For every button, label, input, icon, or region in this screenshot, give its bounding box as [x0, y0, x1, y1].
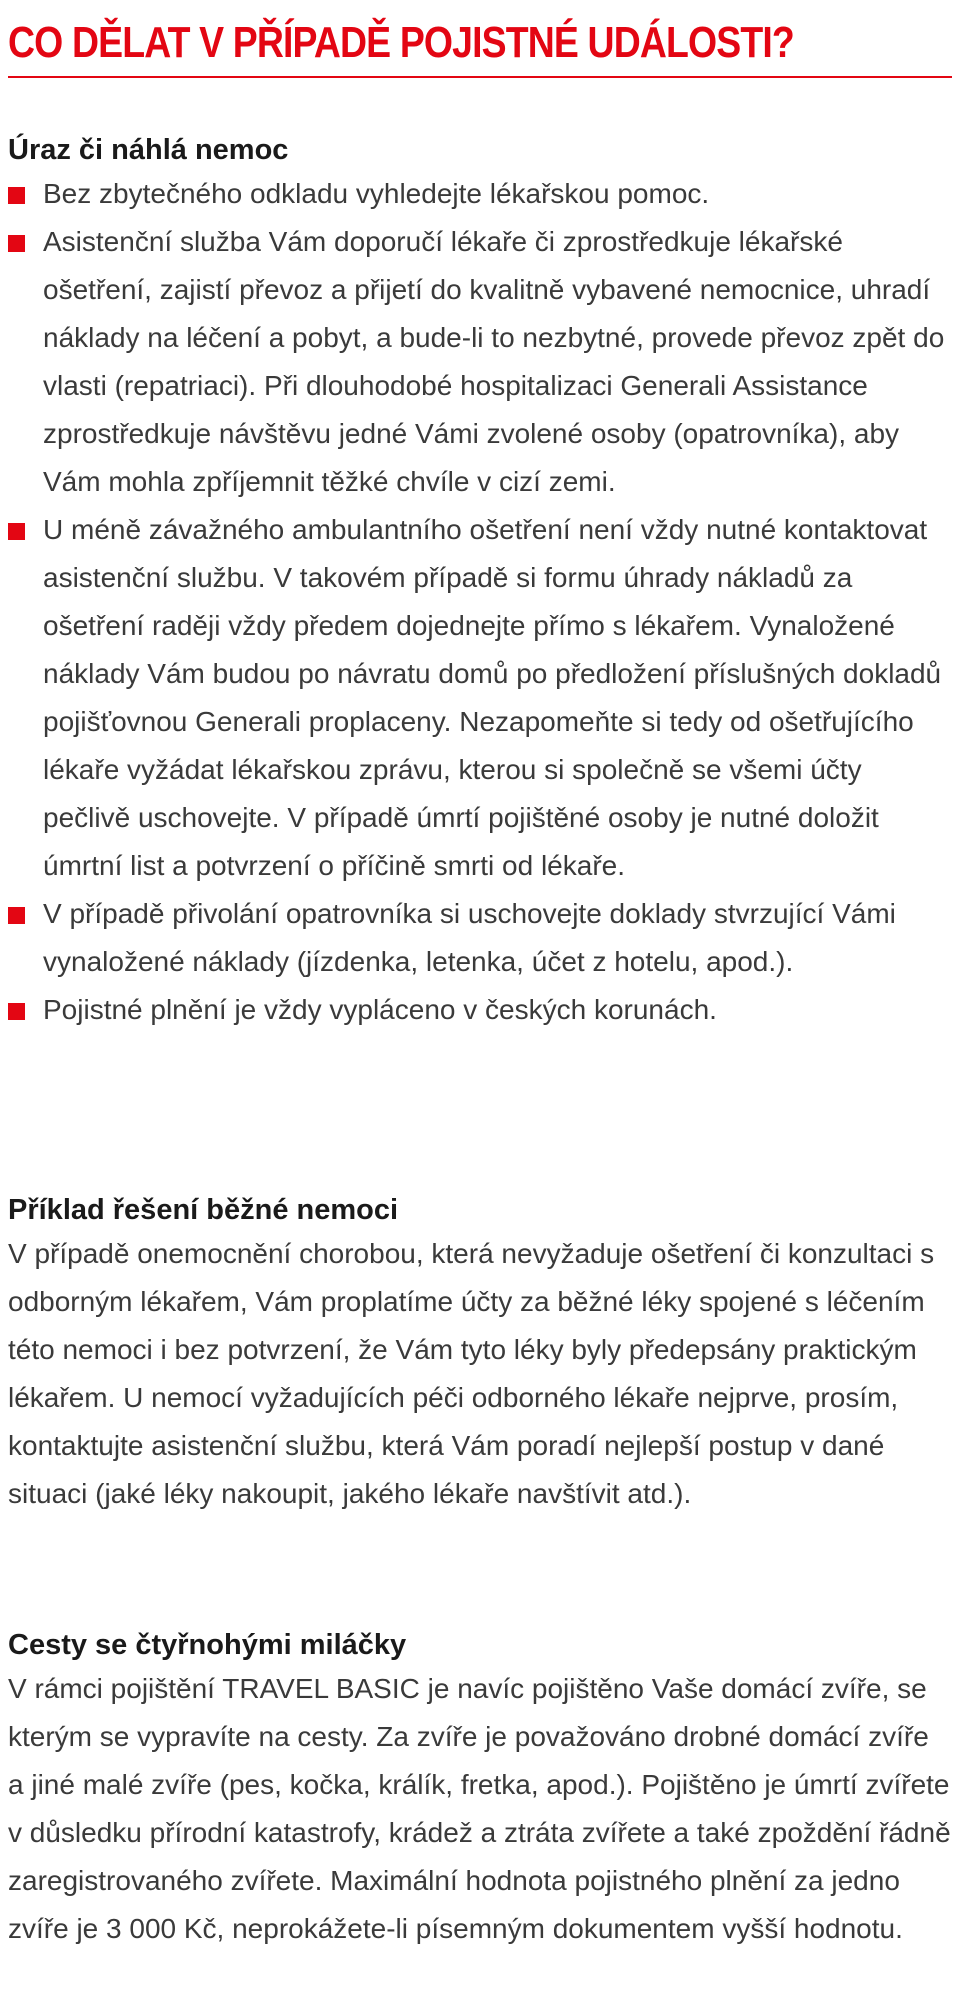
page-title: CO DĚLAT V PŘÍPADĚ POJISTNÉ UDÁLOSTI?: [8, 18, 794, 67]
red-square-bullet-icon: [8, 523, 25, 540]
list-item: [8, 890, 952, 986]
section-heading-common-illness: Příklad řešení běžné nemoci: [8, 1194, 399, 1226]
section-heading-pets: Cesty se čtyřnohými miláčky: [8, 1629, 407, 1661]
document-page: [8, 0, 952, 1944]
red-square-bullet-icon: [8, 1003, 25, 1020]
section-injury-illness: [8, 130, 952, 1034]
red-square-bullet-icon: [8, 187, 25, 204]
bullet-list: [8, 170, 952, 1034]
list-item: [8, 506, 952, 890]
title-divider: [8, 76, 952, 78]
list-item-text: Pojistné plnění je vždy vypláceno v českých korunách.: [43, 994, 717, 1025]
list-item: [8, 170, 952, 218]
list-item: [8, 218, 952, 506]
list-item: [8, 986, 952, 1034]
section-paragraph: V rámci pojištění TRAVEL BASIC je navíc pojištěno Vaše domácí zvíře, se kterým se vypravíte na cesty. Za zvíře je považováno drobné domácí zvíře a jiné malé zvíře (pes, kočka, králík, fretka, apod.). Pojištěno je úmrtí zvířete v důsledku přírodní katastrofy, krádež a ztráta zvířete a také zpoždění řádně zaregistrovaného zvířete. Maximální hodnota pojistného plnění za jedno zvíře je 3 000 Kč, neprokážete-li písemným dokumentem vyšší hodnotu.: [8, 1673, 951, 1944]
list-item-text: Asistenční služba Vám doporučí lékaře či zprostředkuje lékařské ošetření, zajistí převoz a přijetí do kvalitně vybavené nemocnice, uhradí náklady na léčení a pobyt, a bude-li to nezbytné, provede převoz zpět do vlasti (repatriaci). Při dlouhodobé hospitalizaci Generali Assistance zprostředkuje návštěvu jedné Vámi zvolené osoby (opatrovníka), aby Vám mohla zpříjemnit těžké chvíle v cizí zemi.: [43, 226, 945, 497]
list-item-text: Bez zbytečného odkladu vyhledejte lékařskou pomoc.: [43, 178, 710, 209]
list-item-text: V případě přivolání opatrovníka si uschovejte doklady stvrzující Vámi vynaložené náklady (jízdenka, letenka, účet z hotelu, apod.).: [43, 898, 896, 977]
section-pets: [8, 1625, 952, 1953]
red-square-bullet-icon: [8, 235, 25, 252]
section-paragraph: V případě onemocnění chorobou, která nevyžaduje ošetření či konzultaci s odborným lékařem, Vám proplatíme účty za běžné léky spojené s léčením této nemoci i bez potvrzení, že Vám tyto léky byly předepsány praktickým lékařem. U nemocí vyžadujících péči odborného lékaře nejprve, prosím, kontaktujte asistenční službu, která Vám poradí nejlepší postup v dané situaci (jaké léky nakoupit, jakého lékaře navštívit atd.).: [8, 1238, 935, 1509]
section-common-illness-example: [8, 1190, 952, 1518]
list-item-text: U méně závažného ambulantního ošetření není vždy nutné kontaktovat asistenční službu. V takovém případě si formu úhrady nákladů za ošetření raději vždy předem dojednejte přímo s lékařem. Vynaložené náklady Vám budou po návratu domů po předložení příslušných dokladů pojišťovnou Generali proplaceny. Nezapomeňte si tedy od ošetřujícího lékaře vyžádat lékařskou zprávu, kterou si společně se všemi účty pečlivě uschovejte. V případě úmrtí pojištěné osoby je nutné doložit úmrtní list a potvrzení o příčině smrti od lékaře.: [43, 514, 942, 881]
section-heading-injury: Úraz či náhlá nemoc: [8, 134, 289, 166]
red-square-bullet-icon: [8, 907, 25, 924]
